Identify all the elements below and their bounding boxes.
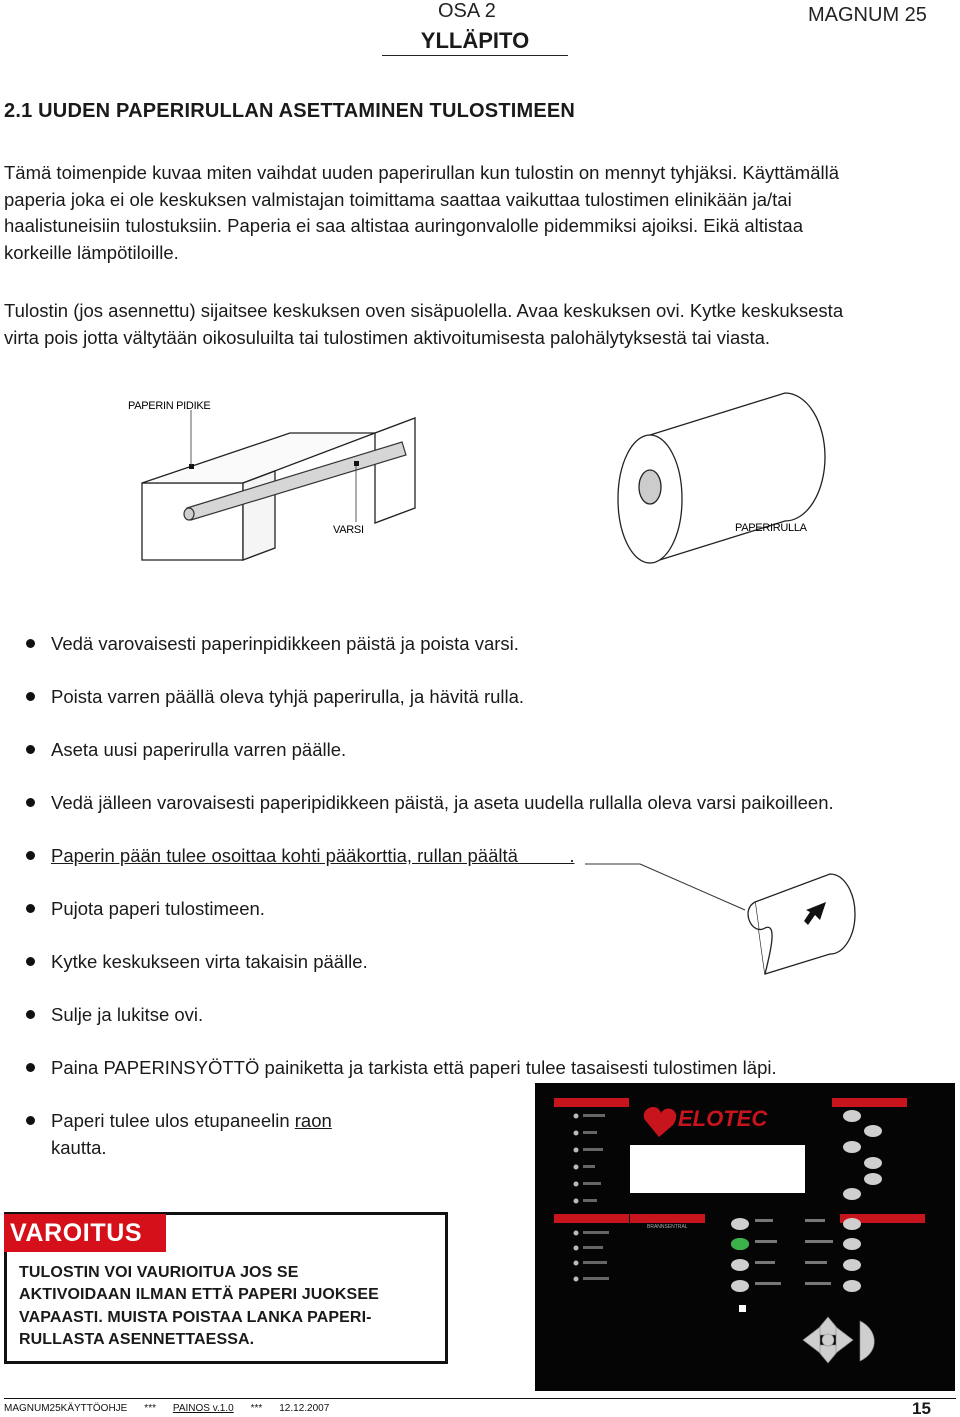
panel-button (843, 1280, 861, 1292)
nav-arrow-left (803, 1327, 820, 1353)
panel-button (864, 1157, 882, 1169)
panel-button-green (731, 1238, 749, 1250)
holder-left-plate (142, 483, 243, 560)
panel-subtitle-text: BRANNSENTRAL (647, 1224, 688, 1230)
intro-paragraph-2 (4, 298, 954, 351)
paper-end-body (755, 874, 855, 974)
bullet-dot (26, 798, 35, 807)
warning-text (19, 1262, 439, 1351)
text-line: Tämä toimenpide kuvaa miten vaihdat uuden paperirullan kun tulostin on mennyt tyhjäksi. Käyttämällä (4, 162, 840, 183)
paper-roll-illustration (0, 390, 960, 590)
label-paper-holder: PAPERIN PIDIKE (128, 400, 211, 412)
panel-button (843, 1188, 861, 1200)
led-indicator (574, 1114, 579, 1119)
footer-separator: *** (250, 1403, 263, 1414)
paper-roll-drawing (618, 393, 825, 563)
step-text: Vedä varovaisesti paperinpidikkeen päistä ja poista varsi. (51, 633, 519, 654)
warning-label: VAROITUS (4, 1214, 166, 1252)
led-label-bar (583, 1261, 607, 1264)
bullet-dot (26, 639, 35, 648)
page-footer (4, 1402, 329, 1416)
control-panel-image (535, 1083, 955, 1391)
led-indicator (574, 1165, 579, 1170)
panel-button (731, 1280, 749, 1292)
led-label-bar (583, 1231, 609, 1234)
bullet-dot (26, 851, 35, 860)
footer-date: 12.12.2007 (279, 1403, 330, 1414)
panel-button (843, 1218, 861, 1230)
panel-button (731, 1218, 749, 1230)
panel-label-bar (805, 1219, 825, 1222)
nav-arrow-right (836, 1327, 853, 1353)
panel-slot-reference: raon (294, 1110, 332, 1131)
bullet-dot (26, 692, 35, 701)
panel-label-bar (805, 1261, 827, 1264)
panel-button (864, 1173, 882, 1185)
warning-line: VAPAASTI. MUISTA POISTAA LANKA PAPERI- (19, 1308, 372, 1326)
led-label-bar (583, 1277, 609, 1280)
rod-marker (354, 461, 359, 466)
panel-button (864, 1125, 882, 1137)
roll-core (639, 470, 661, 504)
elotec-logo-icon (644, 1107, 676, 1137)
bullet-dot (26, 745, 35, 754)
warning-line: AKTIVOIDAAN ILMAN ETTÄ PAPERI JUOKSEE (19, 1286, 379, 1304)
holder-right-plate (375, 418, 415, 523)
panel-red-strip (554, 1098, 629, 1107)
nav-center-button (822, 1334, 834, 1346)
page-number: 15 (912, 1399, 931, 1417)
bullet-dot (26, 1063, 35, 1072)
text-line: virta pois jotta vältytään oikosuluilta tai tulostimen aktivoitumisesta palohälytyksestä tai viasta. (4, 326, 771, 348)
panel-red-strip (554, 1214, 629, 1223)
section-heading: YLLÄPITO (382, 28, 568, 56)
footer-rule (4, 1398, 956, 1399)
led-text-lines (583, 1114, 609, 1280)
led-indicator (574, 1231, 579, 1236)
footer-separator: *** (144, 1403, 156, 1414)
panel-red-strip (832, 1098, 907, 1107)
rod-end (184, 508, 194, 520)
label-paper-roll: PAPERIRULLA (735, 522, 807, 534)
panel-label-bar (755, 1282, 781, 1285)
bullet-dot (26, 1116, 35, 1125)
footer-document: MAGNUM25KÄYTTÖOHJE (4, 1403, 128, 1414)
footer-edition: PAINOS v.1.0 (172, 1403, 234, 1414)
step-text: Paperin pään tulee osoittaa kohti pääkorttia, rullan päältä . (51, 845, 575, 866)
panel-label-bar (805, 1240, 833, 1243)
bullet-dot (26, 904, 35, 913)
panel-button (843, 1238, 861, 1250)
step-text-part: kautta. (51, 1136, 107, 1158)
step-text: Kytke keskukseen virta takaisin päälle. (51, 951, 368, 972)
pointer-line (640, 864, 745, 910)
led-label-bar (583, 1165, 595, 1168)
product-name: MAGNUM 25 (808, 4, 927, 26)
led-indicator (574, 1277, 579, 1282)
paper-end-drawing (748, 874, 855, 974)
panel-label-bar (755, 1219, 773, 1222)
step-text: Sulje ja lukitse ovi. (51, 1004, 204, 1025)
led-label-bar (583, 1246, 603, 1249)
section-number: OSA 2 (438, 0, 496, 22)
step-text-part: Paperi tulee ulos etupaneelin (51, 1110, 295, 1131)
led-indicator (574, 1199, 579, 1204)
led-label-bar (583, 1182, 601, 1185)
panel-label-bar (805, 1282, 831, 1285)
panel-button (843, 1141, 861, 1153)
panel-label-bar (755, 1261, 775, 1264)
led-indicator (574, 1148, 579, 1153)
led-indicator (574, 1131, 579, 1136)
nav-pad (803, 1317, 874, 1363)
led-label-bar (583, 1131, 597, 1134)
led-indicator (574, 1261, 579, 1266)
warning-line: TULOSTIN VOI VAURIOITUA JOS SE (19, 1264, 299, 1281)
holder-marker (189, 464, 194, 469)
lcd-display (630, 1145, 805, 1193)
nav-side-button (860, 1321, 874, 1361)
led-indicator (574, 1246, 579, 1251)
warning-line: RULLASTA ASENNETTAESSA. (19, 1330, 255, 1348)
bullet-dot (26, 957, 35, 966)
step-text: Paina PAPERINSYÖTTÖ painiketta ja tarkista että paperi tulee tasaisesti tulostimen läpi. (51, 1057, 777, 1078)
step-text: Poista varren päällä oleva tyhjä paperirulla, ja hävitä rulla. (51, 686, 525, 707)
step-text (51, 1108, 332, 1161)
label-rod: VARSI (333, 524, 364, 536)
intro-paragraph-1 (4, 160, 954, 266)
panel-button (731, 1259, 749, 1271)
step-text: Aseta uusi paperirulla varren päälle. (51, 739, 347, 760)
text-line: paperia joka ei ole keskuksen valmistajan toimittama saattaa vaikuttaa tulostimen elinikään ja/tai (4, 188, 792, 210)
panel-button (843, 1259, 861, 1271)
paper-end-illustration (580, 858, 870, 978)
led-label-bar (583, 1199, 597, 1202)
panel-model-text: MAGNUM 25 (647, 1215, 683, 1221)
panel-label-bar (755, 1240, 777, 1243)
brand-logo-text: ELOTEC (678, 1106, 768, 1131)
step-text: Pujota paperi tulostimeen. (51, 898, 265, 919)
panel-button-group (843, 1110, 882, 1200)
bullet-dot (26, 1010, 35, 1019)
panel-button (843, 1110, 861, 1122)
panel-button-group (731, 1218, 861, 1292)
text-line: Tulostin (jos asennettu) sijaitsee keskuksen oven sisäpuolella. Avaa keskuksen ovi. Kytke keskuksesta (4, 300, 844, 321)
step-text: Vedä jälleen varovaisesti paperipidikkeen päistä, ja aseta uudella rullalla oleva varsi paikoilleen. (51, 792, 834, 813)
led-label-bar (583, 1148, 603, 1151)
led-label-bar (583, 1114, 605, 1117)
led-column (574, 1114, 579, 1282)
panel-text-lines (755, 1219, 833, 1285)
chapter-title: 2.1 UUDEN PAPERIRULLAN ASETTAMINEN TULOSTIMEEN (4, 100, 576, 122)
led-indicator (574, 1182, 579, 1187)
text-line: korkeille lämpötiloille. (4, 241, 179, 263)
control-panel-drawing (535, 1083, 955, 1391)
printer-slot (739, 1305, 746, 1312)
text-line: haalistuneisiin tulostuksiin. Paperia ei saa altistaa auringonvalolle pidemmiksi ajoiksi. Eikä altistaa (4, 215, 803, 236)
